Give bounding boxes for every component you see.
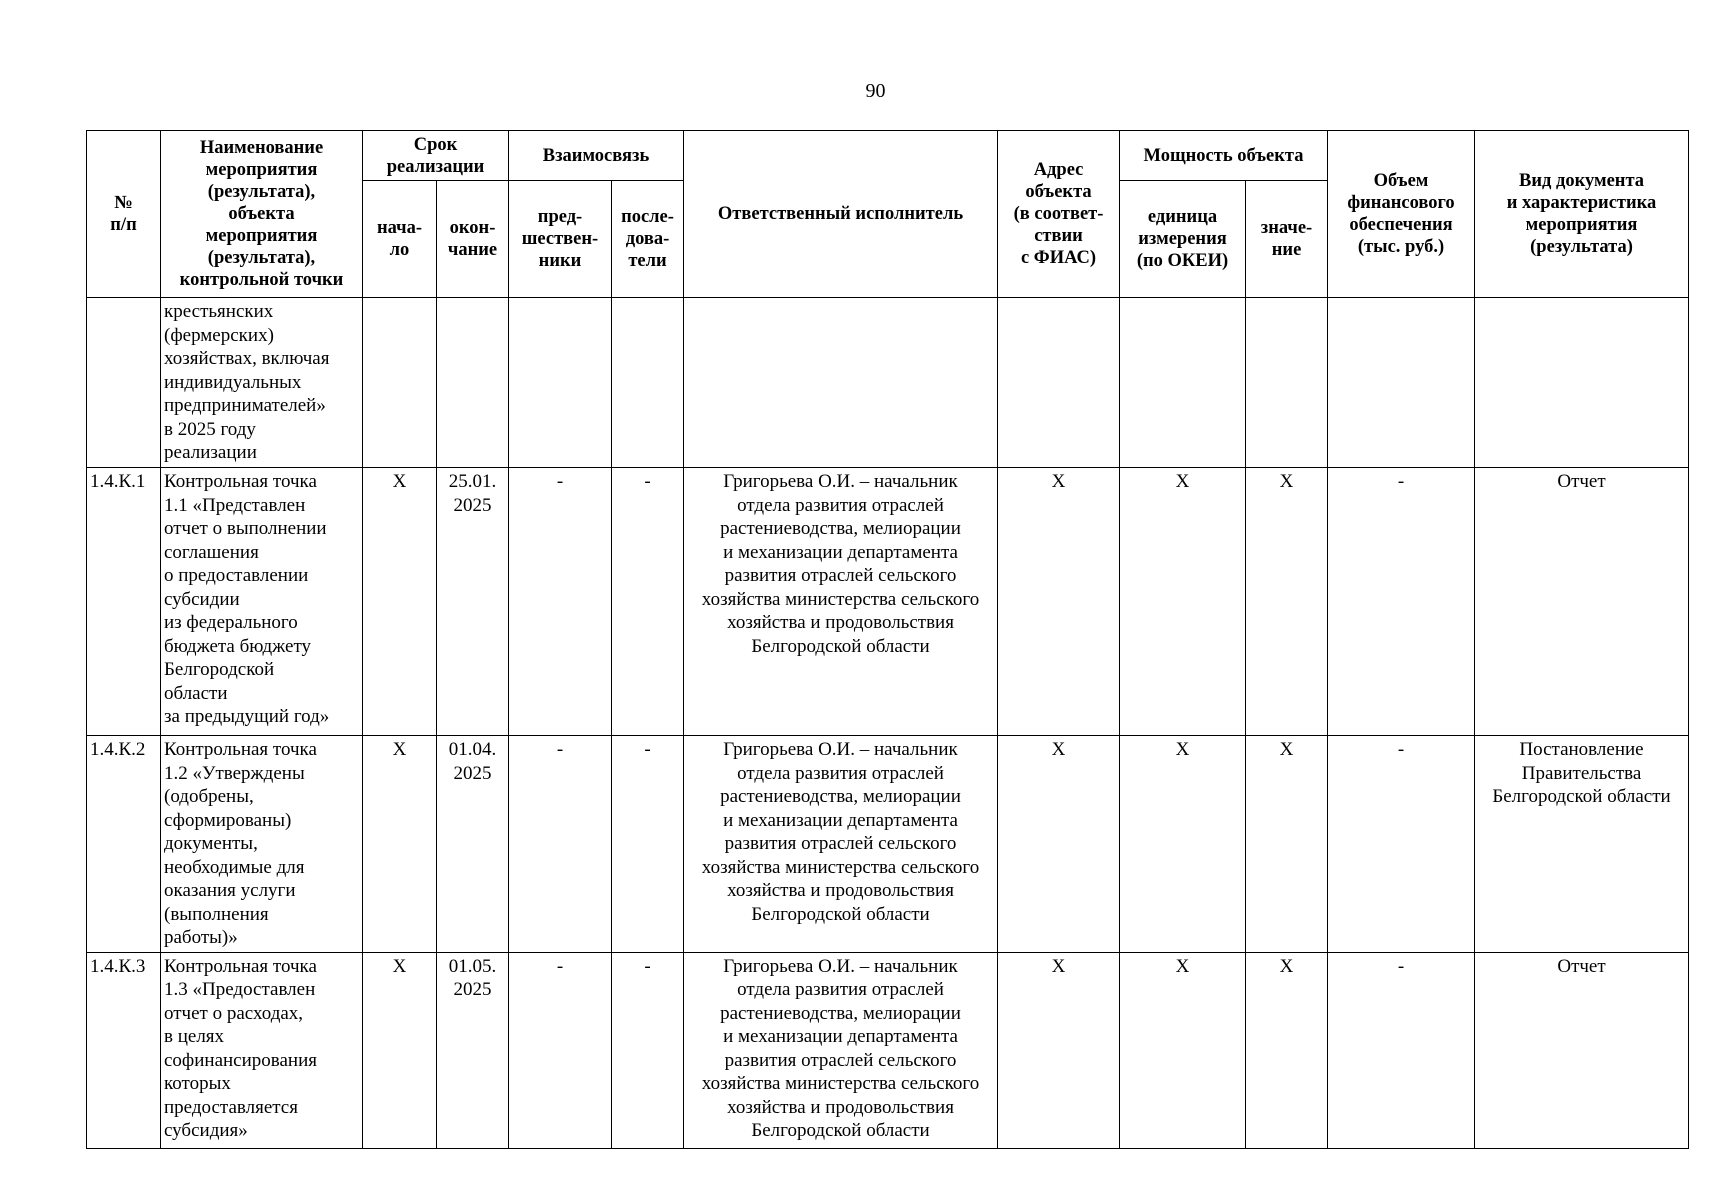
cell-end: 01.05. 2025 xyxy=(437,952,509,1148)
cell-value: X xyxy=(1246,736,1328,953)
cell-value: X xyxy=(1246,952,1328,1148)
cell-unit: X xyxy=(1120,468,1246,736)
header-capacity-value: значе- ние xyxy=(1246,181,1328,298)
header-address: Адрес объекта (в соответ- ствии с ФИАС) xyxy=(998,131,1120,298)
header-responsible: Ответственный исполнитель xyxy=(684,131,998,298)
header-term: Срок реализации xyxy=(363,131,509,181)
header-term-start: нача- ло xyxy=(363,181,437,298)
table-row-continuation xyxy=(87,298,1689,468)
cell-succ: - xyxy=(612,952,684,1148)
measures-table xyxy=(86,130,1689,1149)
cell-name: Контрольная точка 1.2 «Утверждены (одобрены, сформированы) документы, необходимые для оказания услуги (выполнения работы)» xyxy=(161,736,363,953)
cell-end: 01.04. 2025 xyxy=(437,736,509,953)
cell-responsible: Григорьева О.И. – начальник отдела развития отраслей растениеводства, мелиорации и механизации департамента развития отраслей сельского хозяйства министерства сельского хозяйства и продовольствия Белгородской области xyxy=(684,468,998,736)
cell-succ: - xyxy=(612,468,684,736)
cell-address: X xyxy=(998,468,1120,736)
cell-name: Контрольная точка 1.3 «Предоставлен отчет о расходах, в целях софинансирования которых предоставляется субсидия» xyxy=(161,952,363,1148)
cell-value: X xyxy=(1246,468,1328,736)
cell-num: 1.4.К.3 xyxy=(87,952,161,1148)
cell-doc: Постановление Правительства Белгородской области xyxy=(1475,736,1689,953)
cell-responsible: Григорьева О.И. – начальник отдела развития отраслей растениеводства, мелиорации и механизации департамента развития отраслей сельского хозяйства министерства сельского хозяйства и продовольствия Белгородской области xyxy=(684,952,998,1148)
header-finance: Объем финансового обеспечения (тыс. руб.) xyxy=(1328,131,1475,298)
cell-num xyxy=(87,298,161,468)
cell-start: X xyxy=(363,468,437,736)
cell-address: X xyxy=(998,736,1120,953)
cell-name: крестьянских (фермерских) хозяйствах, включая индивидуальных предпринимателей» в 2025 году реализации xyxy=(161,298,363,468)
cell-doc: Отчет xyxy=(1475,468,1689,736)
table-row xyxy=(87,952,1689,1148)
page-number: 90 xyxy=(865,80,886,102)
cell-pred: - xyxy=(509,468,612,736)
cell-num: 1.4.К.1 xyxy=(87,468,161,736)
header-term-end: окон- чание xyxy=(437,181,509,298)
header-doc-type: Вид документа и характеристика мероприятия (результата) xyxy=(1475,131,1689,298)
cell-finance: - xyxy=(1328,468,1475,736)
cell-pred: - xyxy=(509,736,612,953)
cell-name: Контрольная точка 1.1 «Представлен отчет о выполнении соглашения о предоставлении субсидии из федерального бюджета бюджету Белгородской области за предыдущий год» xyxy=(161,468,363,736)
header-capacity-unit: единица измерения (по ОКЕИ) xyxy=(1120,181,1246,298)
cell-finance: - xyxy=(1328,736,1475,953)
header-row-1 xyxy=(87,131,1689,181)
header-link-succ: после- дова- тели xyxy=(612,181,684,298)
cell-responsible: Григорьева О.И. – начальник отдела развития отраслей растениеводства, мелиорации и механизации департамента развития отраслей сельского хозяйства министерства сельского хозяйства и продовольствия Белгородской области xyxy=(684,736,998,953)
header-name: Наименование мероприятия (результата), объекта мероприятия (результата), контрольной точки xyxy=(161,131,363,298)
cell-unit: X xyxy=(1120,736,1246,953)
cell-finance: - xyxy=(1328,952,1475,1148)
cell-succ: - xyxy=(612,736,684,953)
cell-pred: - xyxy=(509,952,612,1148)
cell-end: 25.01. 2025 xyxy=(437,468,509,736)
cell-num: 1.4.К.2 xyxy=(87,736,161,953)
cell-start: X xyxy=(363,736,437,953)
cell-doc: Отчет xyxy=(1475,952,1689,1148)
header-capacity: Мощность объекта xyxy=(1120,131,1328,181)
cell-address: X xyxy=(998,952,1120,1148)
table-row xyxy=(87,468,1689,736)
cell-start: X xyxy=(363,952,437,1148)
table-row xyxy=(87,736,1689,953)
header-link-pred: пред- шествен- ники xyxy=(509,181,612,298)
cell-unit: X xyxy=(1120,952,1246,1148)
header-num: № п/п xyxy=(87,131,161,298)
header-link: Взаимосвязь xyxy=(509,131,684,181)
